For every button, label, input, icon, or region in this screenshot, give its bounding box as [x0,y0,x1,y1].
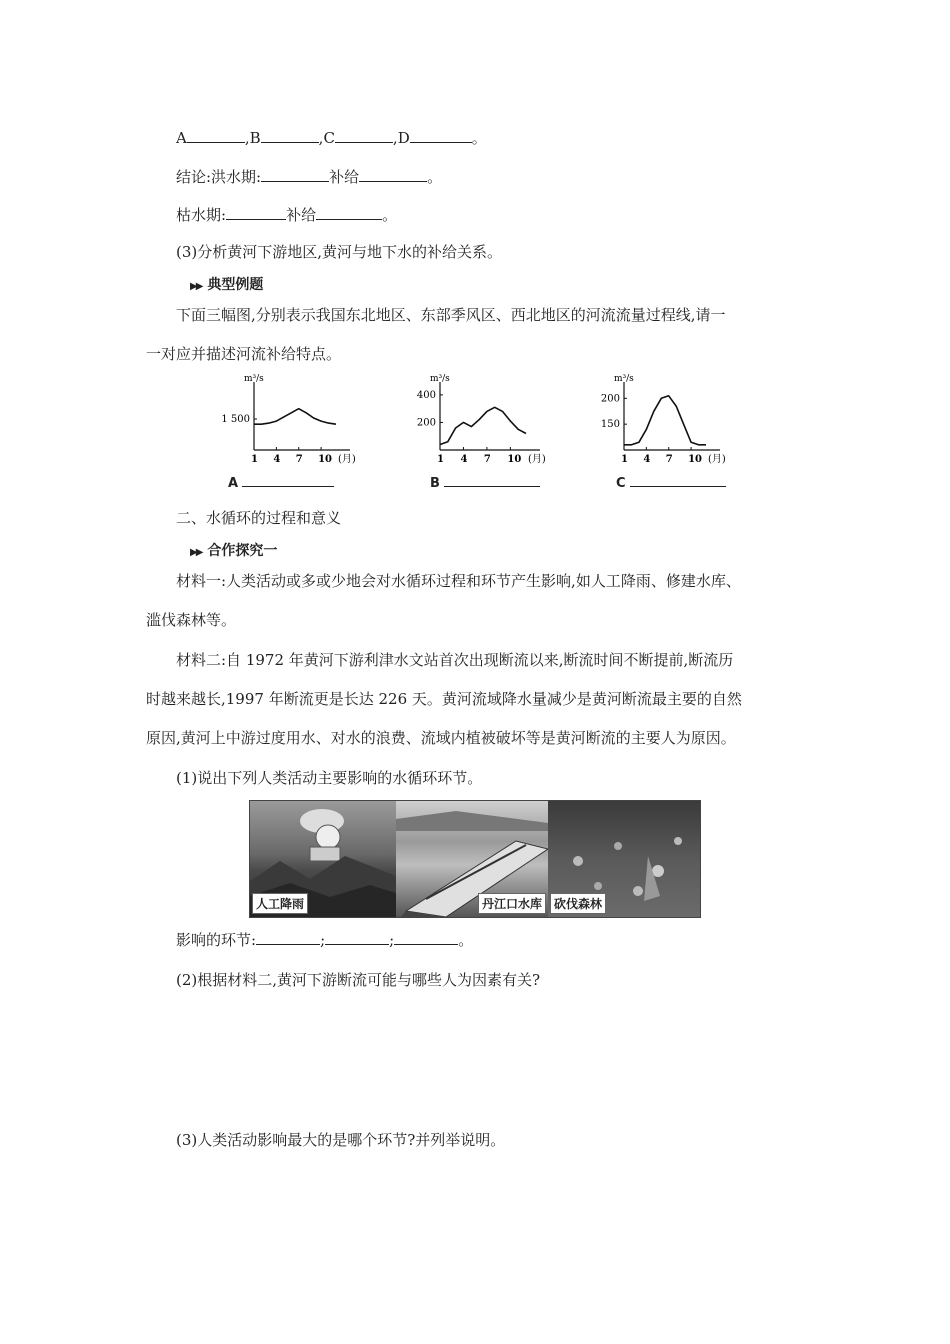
chart-b [400,372,550,472]
answer-blank[interactable] [261,167,329,182]
x-tick-label: 10 [688,454,703,465]
question-3b: (3)人类活动影响最大的是哪个环节?并列举说明。 [176,1131,506,1149]
photo-strip [249,800,701,918]
chart-b-answer: B [430,472,540,491]
y-tick-label: 200 [416,417,436,429]
chart-c-svg [590,372,730,472]
chart-b-svg [400,372,550,472]
y-axis-label: m³/s [614,374,634,384]
photo-reservoir [396,801,548,917]
x-tick-label: 10 [507,454,522,465]
chart-a [220,372,360,472]
answer-blank[interactable] [630,472,726,487]
answer-blank[interactable] [316,205,382,220]
impact-line: 影响的环节: ; ; 。 [176,931,474,949]
chart-a-answer: A [228,472,334,491]
answer-blank[interactable] [394,930,458,945]
chart-a-svg [220,372,360,472]
x-axis-label: (月) [708,454,726,465]
answer-blank[interactable] [226,205,286,220]
x-tick-label: 1 [437,454,444,465]
material-1: 材料一:人类活动或多或少地会对水循环过程和环节产生影响,如人工降雨、修建水库、 [176,572,741,590]
heading-coop: ▶▶ 合作探究一 [190,543,278,559]
y-axis-label: m³/s [244,374,264,384]
material-1: 滥伐森林等。 [146,611,237,629]
x-tick-label: 4 [460,454,468,465]
material-2: 时越来越长,1997 年断流更是长达 226 天。黄河流域降水量减少是黄河断流最主要的自然 [146,690,742,708]
x-tick-label: 4 [273,454,281,465]
caption-rain: 人工降雨 [252,893,308,914]
x-tick-label: 7 [483,454,491,465]
x-tick-label: 4 [643,454,651,465]
x-axis-label: (月) [338,454,356,465]
answer-blank[interactable] [261,128,319,143]
question-1: (1)说出下列人类活动主要影响的水循环环节。 [176,769,483,787]
material-2: 材料二:自 1972 年黄河下游利津水文站首次出现断流以来,断流时间不断提前,断流历 [176,651,734,669]
answer-blank[interactable] [187,128,245,143]
answer-blank[interactable] [359,167,427,182]
answer-blank[interactable] [335,128,393,143]
conclusion-line: 结论:洪水期: 补给 。 [176,168,443,186]
answer-blank[interactable] [256,930,320,945]
arrow-icon: ▶▶ [190,547,202,558]
photo-artificial-rain [250,801,396,917]
answer-blank[interactable] [325,930,389,945]
material-2: 原因,黄河上中游过度用水、对水的浪费、流域内植被破坏等是黄河断流的主要人为原因。 [146,729,736,747]
answer-blank[interactable] [410,128,472,143]
answer-blank[interactable] [242,472,334,487]
heading-example: ▶▶ 典型例题 [190,277,264,293]
x-axis-label: (月) [528,454,546,465]
chart-c-answer: C [616,472,726,491]
example-text: 一对应并描述河流补给特点。 [146,345,342,363]
x-tick-label: 7 [295,454,303,465]
caption-deforest: 砍伐森林 [550,893,606,914]
x-tick-label: 10 [318,454,333,465]
photo-deforestation [548,801,700,917]
y-axis-label: m³/s [430,374,450,384]
caption-reservoir: 丹江口水库 [478,893,546,914]
y-tick-label: 150 [600,419,620,431]
example-text: 下面三幅图,分别表示我国东北地区、东部季风区、西北地区的河流流量过程线,请一 [176,306,726,324]
fill-abcd-line: A ,B ,C ,D 。 [176,129,487,147]
question-3: (3)分析黄河下游地区,黄河与地下水的补给关系。 [176,243,503,261]
x-tick-label: 7 [665,454,673,465]
section-2-title: 二、水循环的过程和意义 [176,509,342,527]
series-line [440,407,526,444]
y-tick-label: 1 500 [221,414,250,425]
answer-blank[interactable] [444,472,540,487]
x-tick-label: 1 [251,454,258,465]
dry-season-line: 枯水期: 补给 。 [176,206,398,224]
series-line [624,396,706,445]
series-line [254,409,336,425]
chart-c [590,372,730,472]
x-tick-label: 1 [621,454,628,465]
y-tick-label: 400 [416,389,436,401]
arrow-icon: ▶▶ [190,281,202,292]
question-2: (2)根据材料二,黄河下游断流可能与哪些人为因素有关? [176,971,541,989]
y-tick-label: 200 [600,393,620,405]
